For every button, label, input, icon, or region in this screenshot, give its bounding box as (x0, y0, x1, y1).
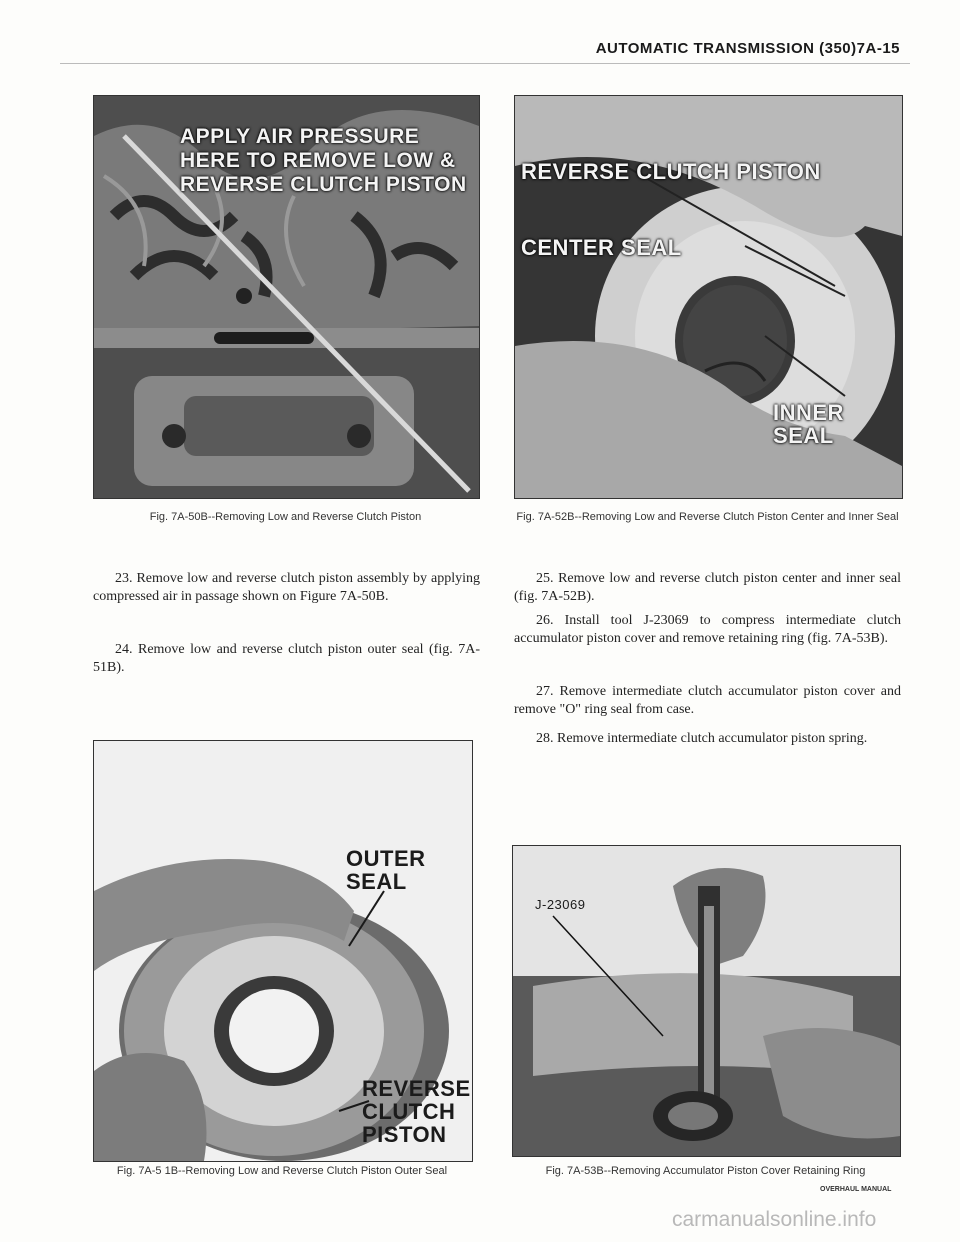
figure-52b-caption: Fig. 7A-52B--Removing Low and Reverse Clutch Piston Center and Inner Seal (516, 511, 899, 523)
figure-51b-label-clutch: CLUTCH (362, 1099, 456, 1124)
header-rule (60, 63, 910, 64)
figure-51b-label-piston: PISTON (362, 1122, 447, 1147)
figure-50b-caption: Fig. 7A-50B--Removing Low and Reverse Clutch Piston (149, 511, 422, 523)
figure-52b-label-reverse-clutch-piston: REVERSE CLUTCH PISTON (521, 159, 821, 184)
accumulator-tool-illustration (513, 846, 900, 1156)
figure-53b-photo (512, 845, 901, 1157)
paragraph-28: 28. Remove intermediate clutch accumulator piston spring. (536, 731, 868, 746)
paragraph-25: 25. Remove low and reverse clutch piston center and inner seal (fig. 7A-52B). (514, 571, 901, 604)
page-footer: OVERHAUL MANUAL (820, 1186, 892, 1193)
figure-51b-caption: Fig. 7A-5 1B--Removing Low and Reverse Clutch Piston Outer Seal (116, 1165, 448, 1177)
paragraph-24: 24. Remove low and reverse clutch piston outer seal (fig. 7A-51B). (93, 642, 480, 675)
figure-52b-label-inner-seal: INNER SEAL (773, 400, 844, 449)
paragraph-26: 26. Install tool J-23069 to compress intermediate clutch accumulator piston cover and remove retaining ring (fig. 7A-53B). (514, 613, 901, 646)
figure-51b-photo (93, 740, 473, 1162)
figure-52b-label-center-seal: CENTER SEAL (521, 235, 682, 260)
paragraph-27: 27. Remove intermediate clutch accumulator piston cover and remove "O" ring seal from case. (514, 684, 901, 717)
page-header: AUTOMATIC TRANSMISSION (350)7A-15 (595, 40, 900, 57)
figure-50b-label-line1: APPLY AIR PRESSURE (180, 125, 420, 148)
figure-50b-photo (93, 95, 480, 499)
figure-53b-caption: Fig. 7A-53B--Removing Accumulator Piston Cover Retaining Ring (545, 1165, 866, 1177)
figure-51b-label-seal: SEAL (346, 869, 407, 894)
watermark: carmanualsonline.info (672, 1208, 877, 1231)
figure-52b-photo (514, 95, 903, 499)
figure-51b-label-reverse: REVERSE (362, 1076, 471, 1101)
figure-50b-label-line3: REVERSE CLUTCH PISTON (180, 173, 467, 196)
figure-50b-label-line2: HERE TO REMOVE LOW & (180, 149, 456, 172)
figure-53b-label-tool: J-23069 (535, 897, 586, 912)
figure-51b-label-outer: OUTER (346, 846, 426, 871)
paragraph-23: 23. Remove low and reverse clutch piston assembly by applying compressed air in passage shown on Figure 7A-50B. (93, 571, 480, 604)
